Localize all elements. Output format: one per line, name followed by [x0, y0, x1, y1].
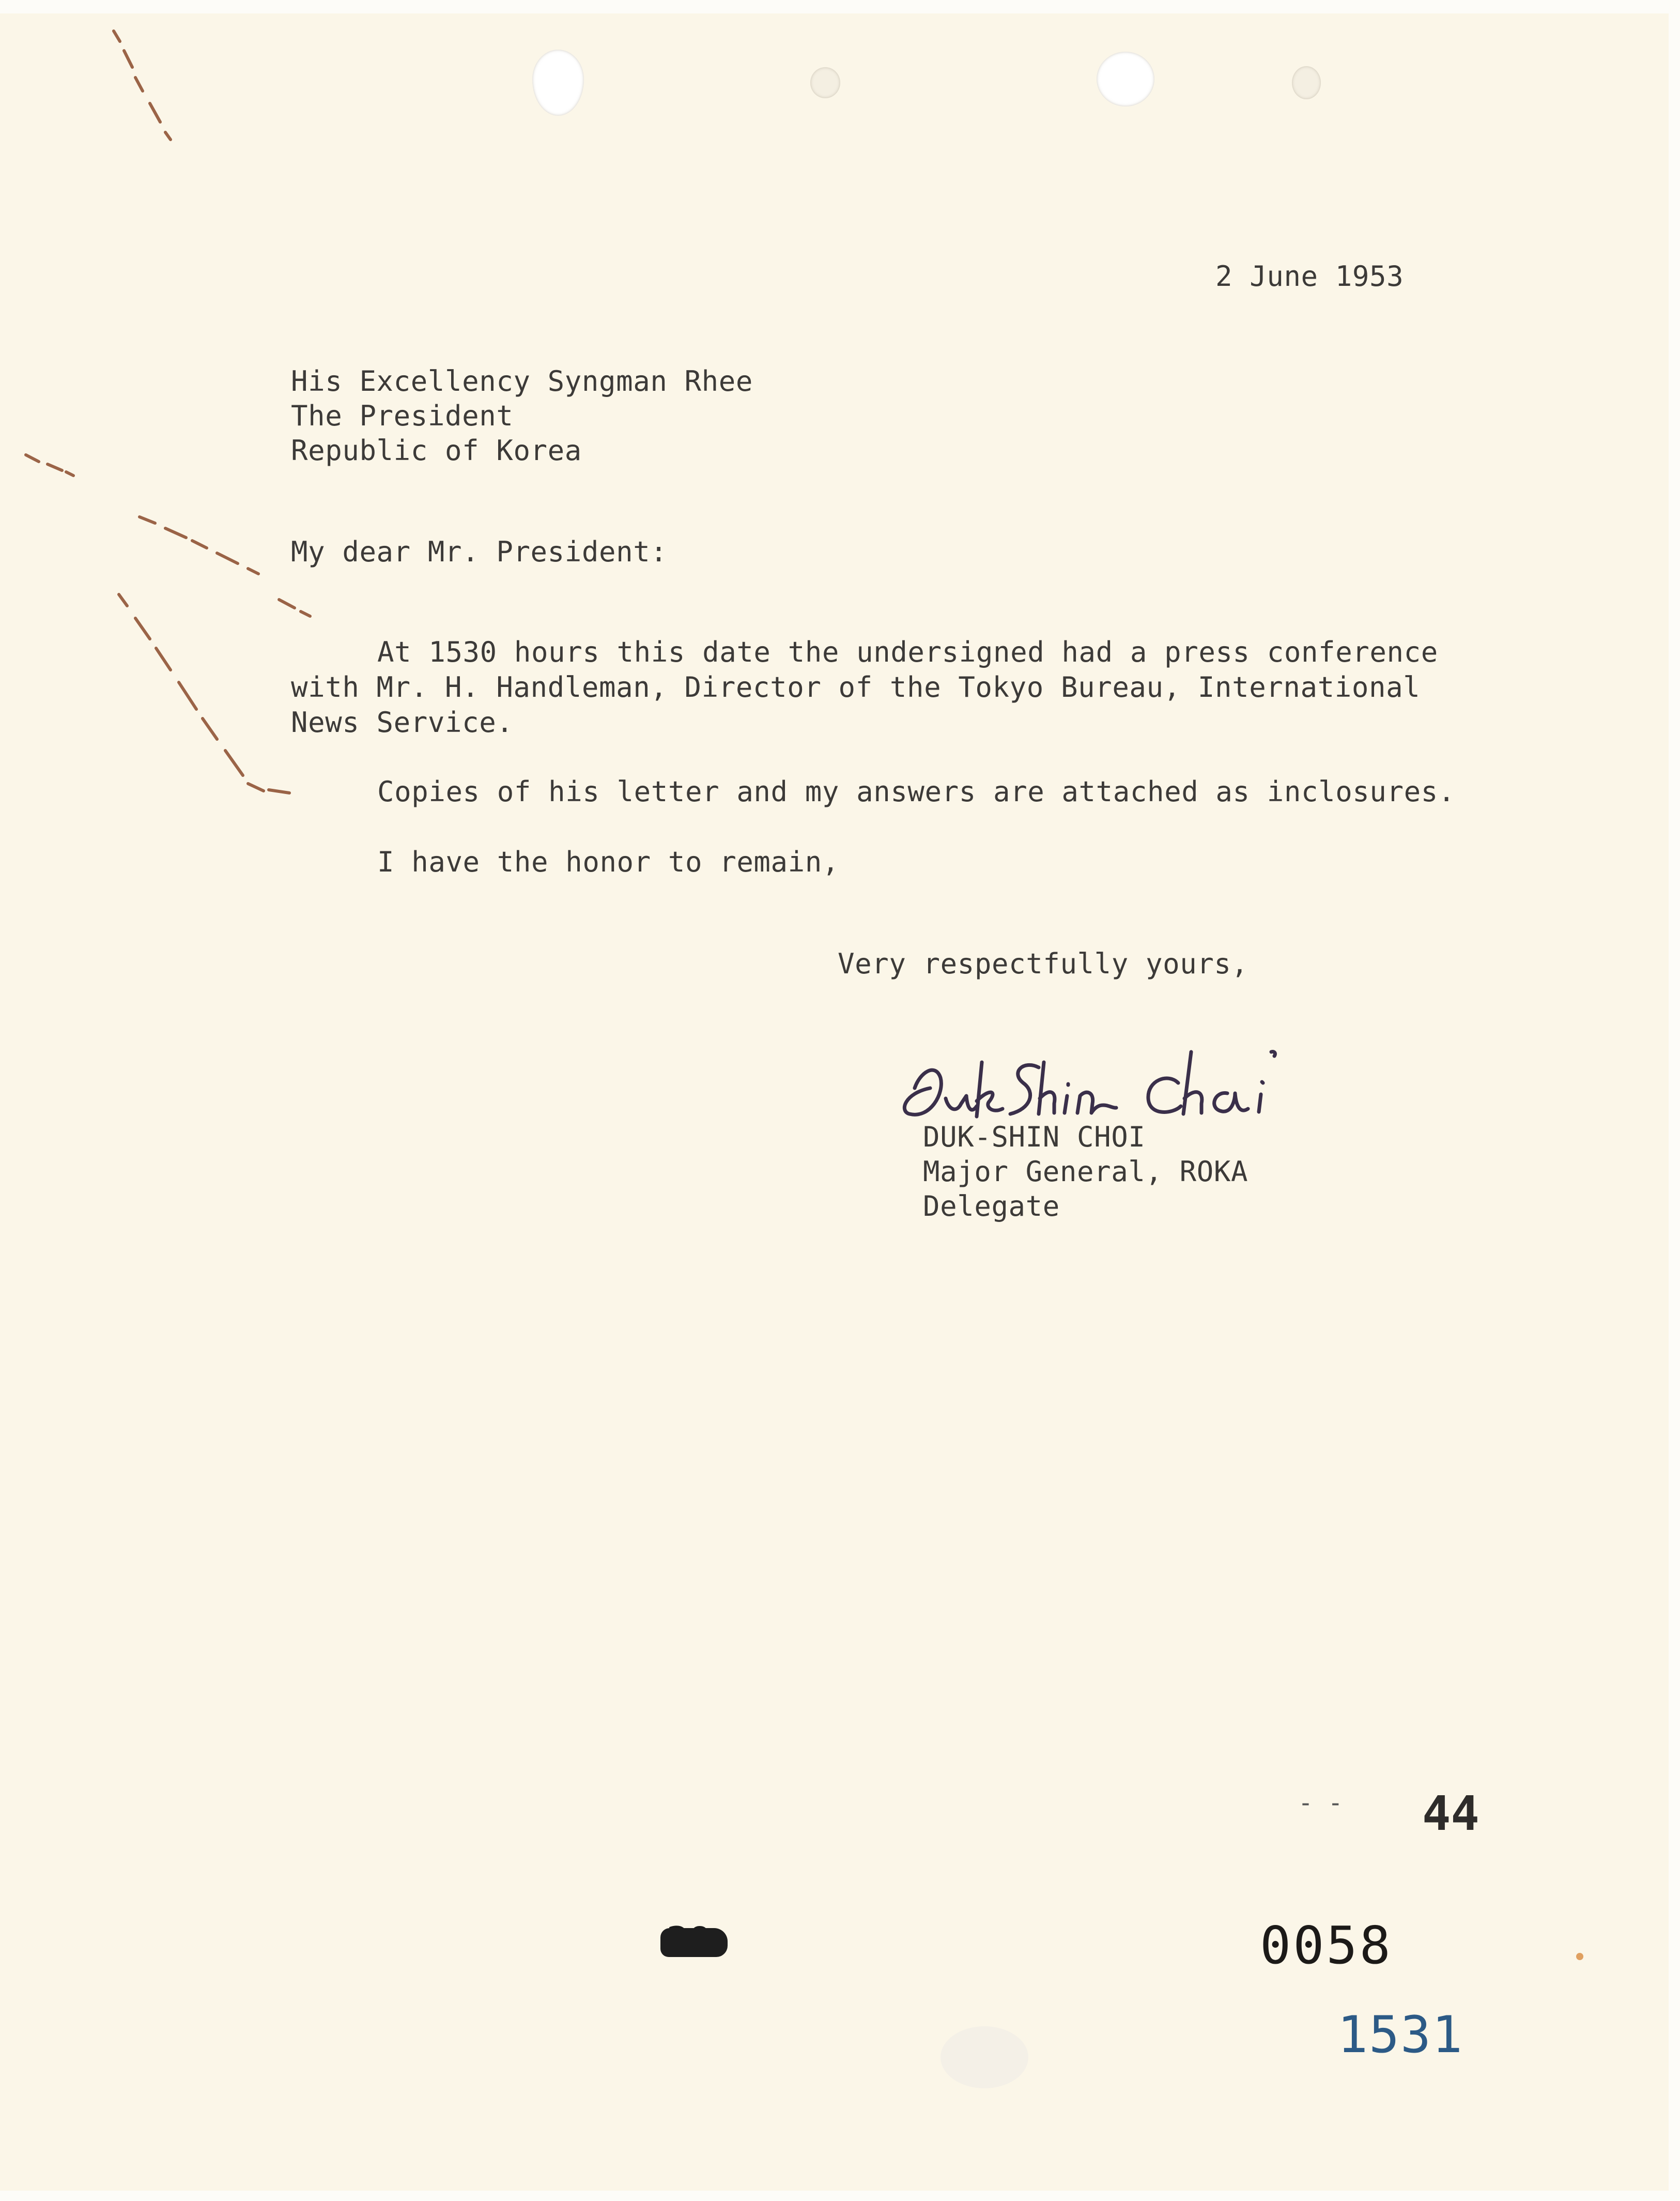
scan-border-top	[0, 0, 1680, 13]
paper-smudge	[941, 2026, 1028, 2088]
signer-role: Delegate	[923, 1190, 1060, 1222]
paragraph-2: Copies of his letter and my answers are attached as inclosures.	[377, 775, 1455, 808]
ink-redaction-blot	[660, 1928, 728, 1957]
scan-border-right	[1669, 0, 1680, 2201]
punch-hole-left	[532, 50, 584, 116]
paragraph-1-line-1: At 1530 hours this date the undersigned had a press conference	[377, 636, 1438, 668]
punch-mark-far-right	[1292, 66, 1321, 99]
paragraph-1-line-3: News Service.	[291, 706, 514, 739]
closing: Very respectfully yours,	[838, 947, 1249, 980]
signer-name: DUK-SHIN CHOI	[923, 1121, 1146, 1153]
punch-mark-center	[810, 67, 840, 98]
signer-title: Major General, ROKA	[923, 1155, 1249, 1188]
recipient-line-2: The President	[291, 400, 514, 432]
paragraph-1-line-2: with Mr. H. Handleman, Director of the Tokyo Bureau, International	[291, 671, 1421, 704]
faint-tick-marks: - -	[1298, 1789, 1343, 1817]
orange-speck	[1576, 1953, 1583, 1960]
recipient-line-3: Republic of Korea	[291, 434, 582, 467]
page-number-stamp: 44	[1422, 1786, 1479, 1841]
archive-number-stamp: 0058	[1260, 1915, 1393, 1976]
recipient-line-1: His Excellency Syngman Rhee	[291, 365, 753, 398]
letter-date: 2 June 1953	[1215, 260, 1404, 293]
handwritten-signature	[899, 1031, 1302, 1135]
scan-border-bottom	[0, 2191, 1680, 2201]
punch-hole-right	[1097, 52, 1154, 106]
paragraph-3: I have the honor to remain,	[377, 846, 839, 878]
blue-archive-number-stamp: 1531	[1337, 2006, 1464, 2065]
salutation: My dear Mr. President:	[291, 536, 668, 568]
